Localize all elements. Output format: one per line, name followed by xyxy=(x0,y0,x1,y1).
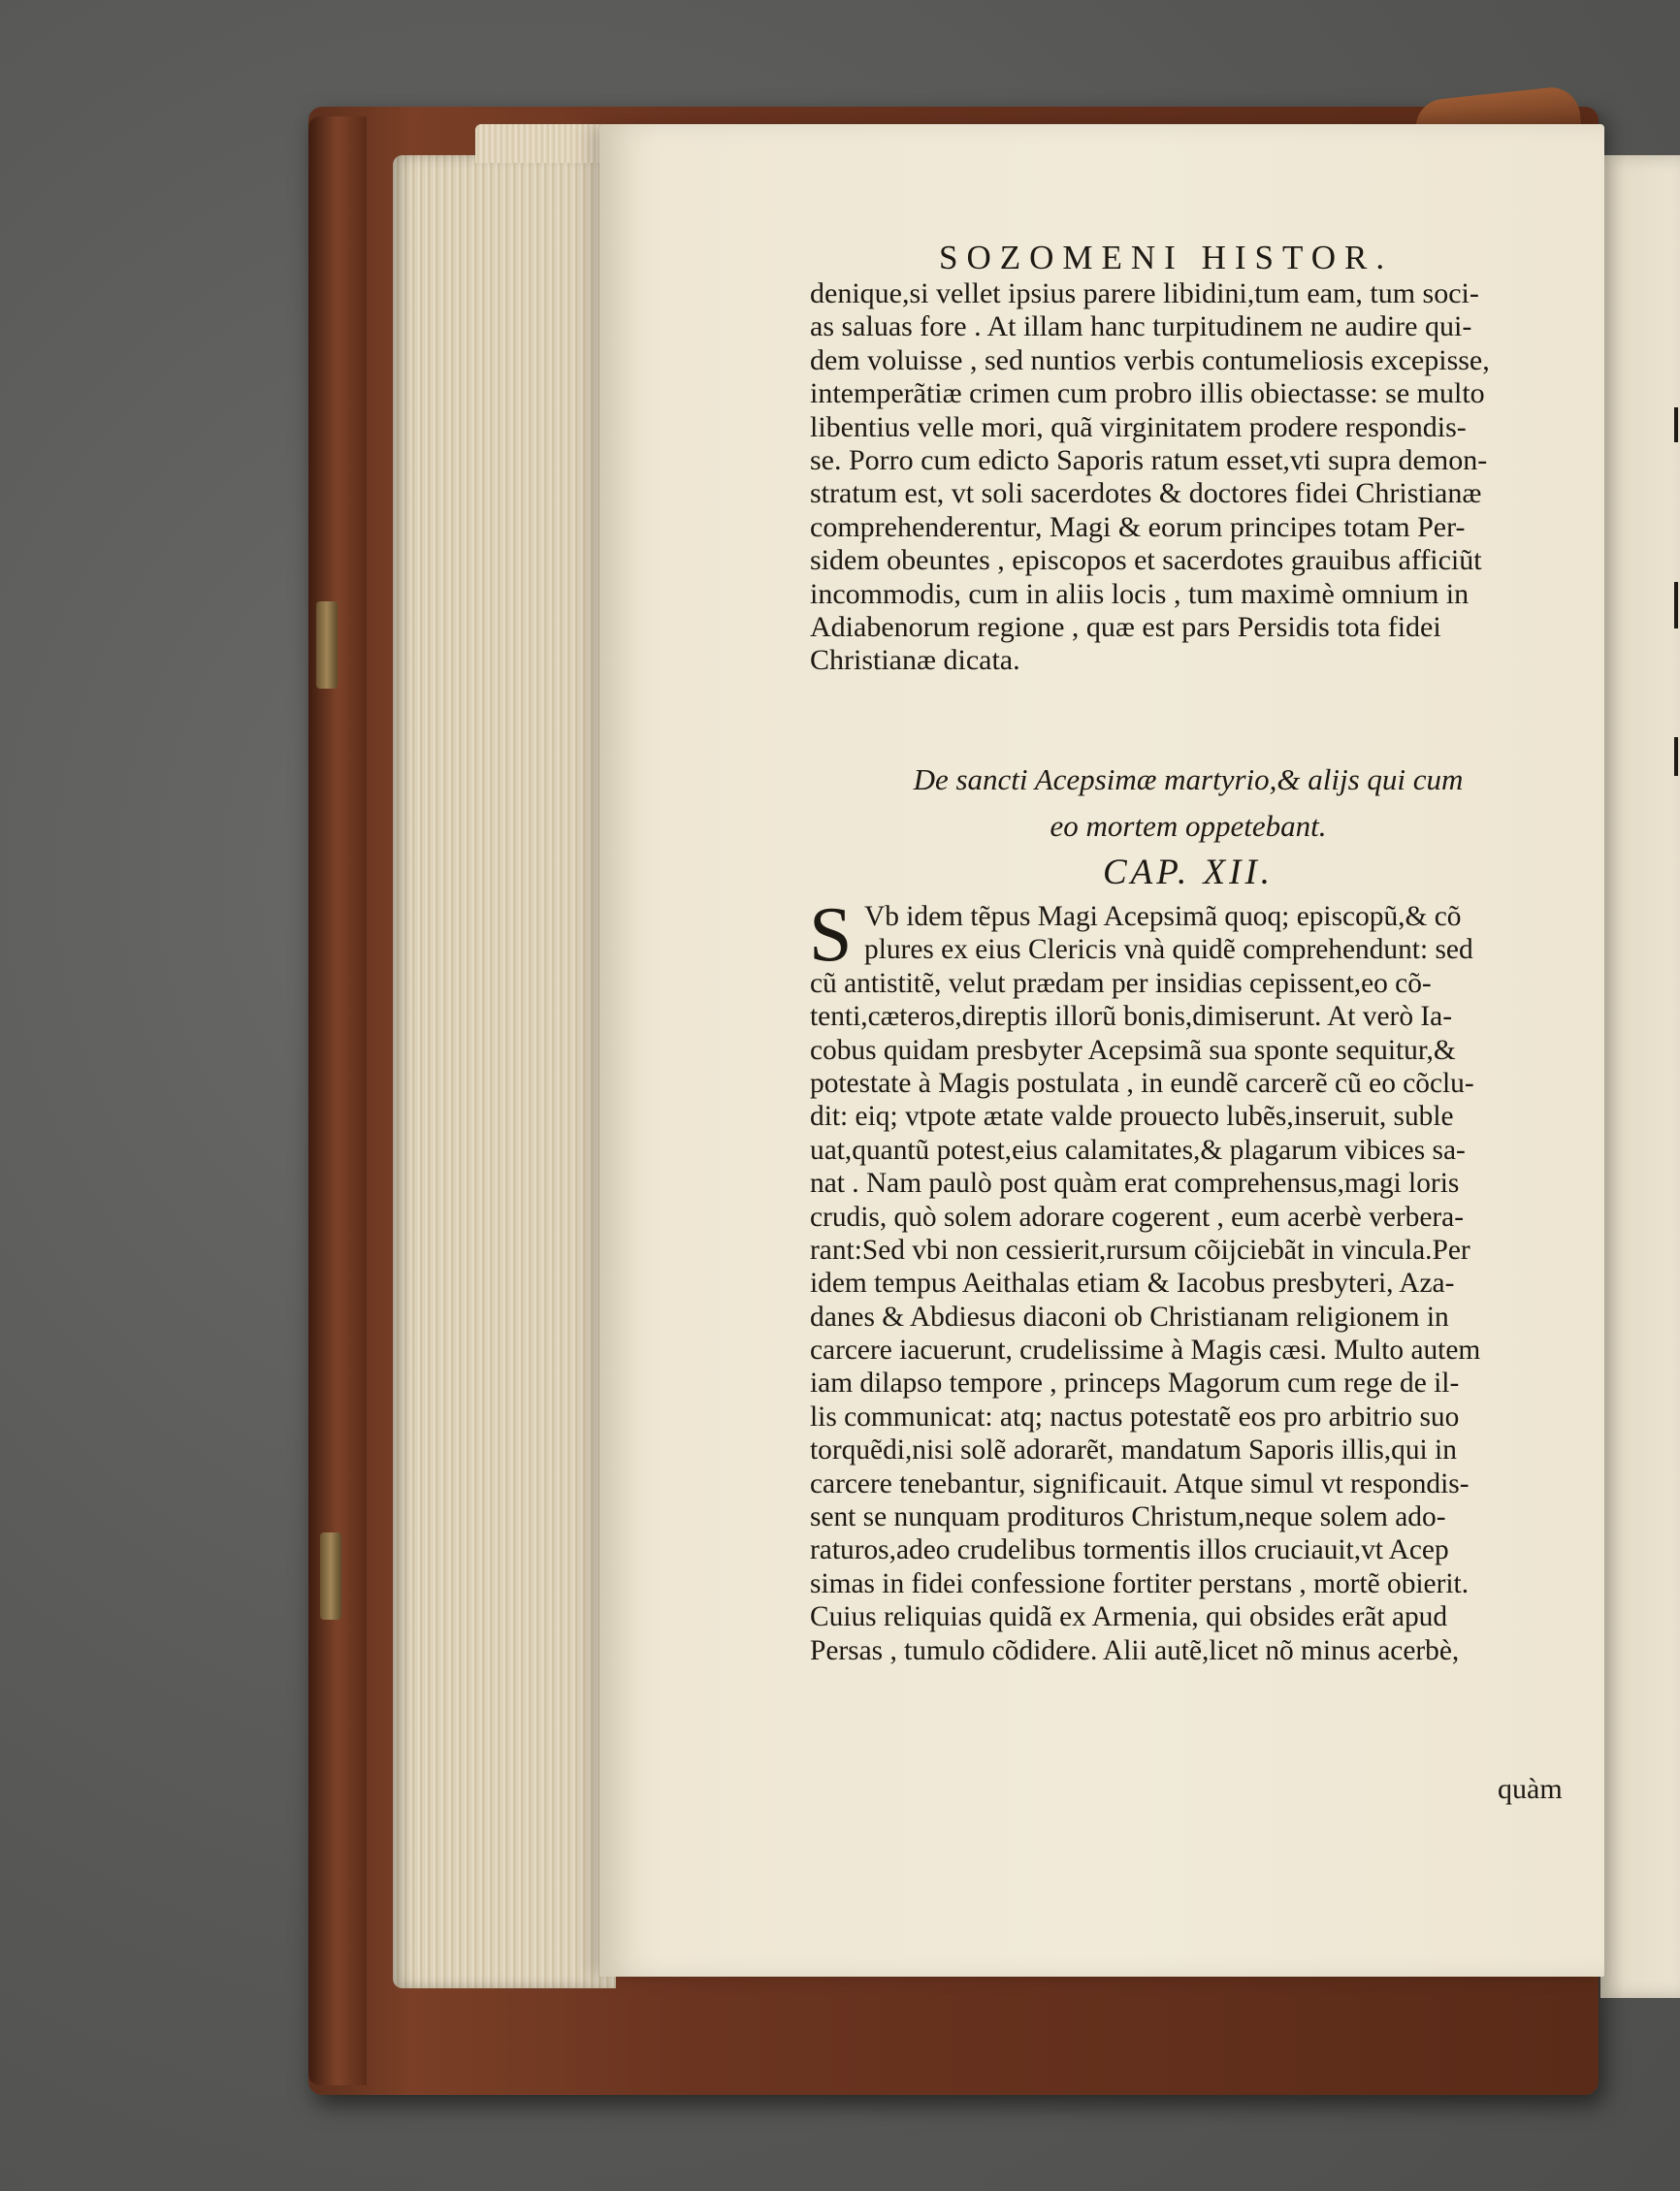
chapter-heading-line-1: De sancti Acepsimæ martyrio,& alijs qui cum xyxy=(913,762,1464,796)
text-line: uat,quantũ potest,eius calamitates,& plagarum vibices sa- xyxy=(810,1134,1466,1166)
text-line: torquẽdi,nisi solẽ adorarẽt, mandatum Saporis illis,qui in xyxy=(810,1434,1457,1466)
text-block-section-1 xyxy=(810,277,1567,678)
text-line: plures ex eius Clericis vnà quidẽ comprehendunt: sed xyxy=(864,934,1473,966)
text-line: libentius velle mori, quã virginitatem prodere respondis- xyxy=(810,410,1467,443)
book-spine-edge xyxy=(308,116,367,2085)
text-line: Persas , tumulo cõdidere. Alii autẽ,licet nõ minus acerbè, xyxy=(810,1634,1460,1666)
text-line: sidem obeuntes , episcopos et sacerdotes grauibus afficiũt xyxy=(810,544,1482,577)
page-edges-stack xyxy=(393,155,616,1988)
text-block-section-2 xyxy=(810,900,1571,1667)
facing-page-ink-mark xyxy=(1674,737,1678,776)
text-line: simas in fidei confessione fortiter perstans , mortẽ obierit. xyxy=(810,1567,1470,1599)
text-line: rant:Sed vbi non cessierit,rursum cõijciebãt in vincula.Per xyxy=(810,1234,1470,1266)
text-line: incommodis, cum in aliis locis , tum maximè omnium in xyxy=(810,577,1470,610)
text-line: potestate à Magis postulata , in eundẽ carcerẽ cũ eo cõclu- xyxy=(810,1067,1474,1099)
text-line: cũ antistitẽ, velut prædam per insidias cepissent,eo cõ- xyxy=(810,967,1432,999)
text-line: tenti,cæteros,direptis illorũ bonis,dimiserunt. At verò Ia- xyxy=(810,1001,1452,1033)
facing-page-edge xyxy=(1600,155,1680,1998)
text-line: intemperãtiæ crimen cum probro illis obiectasse: se multo xyxy=(810,377,1485,410)
text-line: Vb idem tẽpus Magi Acepsimã quoq; episcopũ,& cõ xyxy=(864,901,1462,932)
drop-capital: S xyxy=(809,892,853,978)
text-line: comprehenderentur, Magi & eorum principes totam Per- xyxy=(810,510,1466,543)
text-line: carcere iacuerunt, crudelissime à Magis cæsi. Multo autem xyxy=(810,1335,1481,1367)
text-line: Christianæ dicata. xyxy=(810,644,1020,677)
text-line: cobus quidam presbyter Acepsimã sua sponte sequitur,& xyxy=(810,1034,1456,1066)
text-line: danes & Abdiesus diaconi ob Christianam religionem in xyxy=(810,1301,1449,1333)
text-line: se. Porro cum edicto Saporis ratum esset,vti supra demon- xyxy=(810,443,1488,476)
text-line: iam dilapso tempore , princeps Magorum cum rege de il- xyxy=(810,1368,1460,1400)
clasp-upper xyxy=(316,601,338,689)
chapter-heading-line-2: eo mortem oppetebant. xyxy=(1050,809,1327,843)
text-line: sent se nunquam prodituros Christum,neque solem ado- xyxy=(810,1501,1446,1533)
text-line: denique,si vellet ipsius parere libidini,tum eam, tum soci- xyxy=(810,277,1479,309)
text-line: crudis, quò solem adorare cogerent , eum acerbè verbera- xyxy=(810,1201,1465,1233)
text-line: nat . Nam paulò post quàm erat comprehensus,magi loris xyxy=(810,1168,1460,1200)
text-line: idem tempus Aeithalas etiam & Iacobus presbyteri, Aza- xyxy=(810,1268,1455,1300)
text-line: dem voluisse , sed nuntios verbis contumeliosis excepisse, xyxy=(810,343,1490,376)
text-line: raturos,adeo crudelibus tormentis illos cruciauit,vt Acep xyxy=(810,1534,1449,1566)
facing-page-ink-mark xyxy=(1674,407,1678,442)
facing-page-ink-mark xyxy=(1674,582,1678,628)
text-line: stratum est, vt soli sacerdotes & doctores fidei Christianæ xyxy=(810,477,1482,510)
text-line: as saluas fore . At illam hanc turpitudinem ne audire qui- xyxy=(810,310,1472,343)
text-line: carcere tenebantur, significauit. Atque simul vt respondis- xyxy=(810,1467,1470,1499)
running-head: SOZOMENI HISTOR. xyxy=(939,239,1394,276)
catchword: quàm xyxy=(1498,1773,1563,1805)
text-line: lis communicat: atq; nactus potestatẽ eos pro arbitrio suo xyxy=(810,1401,1460,1433)
clasp-lower xyxy=(320,1532,341,1620)
text-line: Adiabenorum regione , quæ est pars Persidis tota fidei xyxy=(810,610,1441,643)
chapter-number: CAP. XII. xyxy=(1102,853,1275,892)
text-line: Cuius reliquias quidã ex Armenia, qui obsides erãt apud xyxy=(810,1601,1448,1633)
text-line: dit: eiq; vtpote ætate valde prouecto lubẽs,inseruit, suble xyxy=(810,1101,1454,1133)
